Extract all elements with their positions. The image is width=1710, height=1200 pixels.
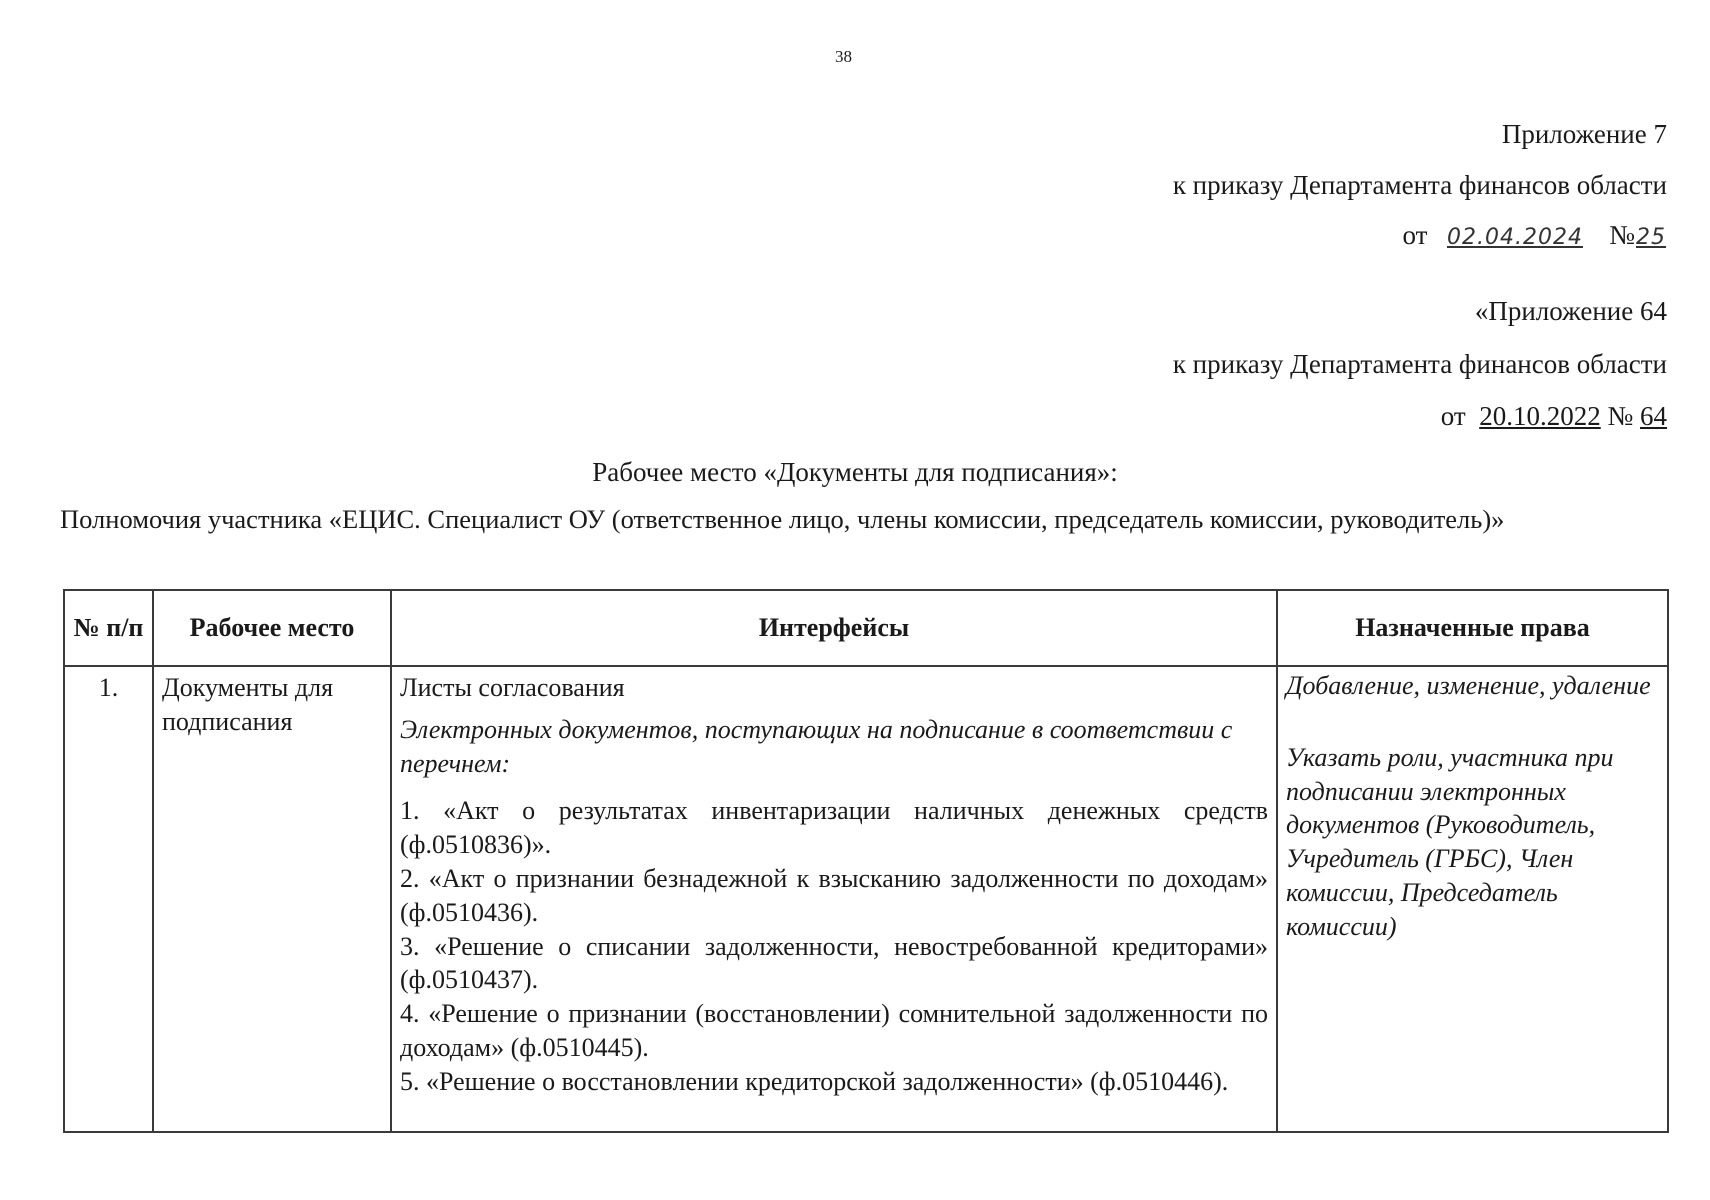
list-item: 3. «Решение о списании задолженности, невостребованной кредиторами» (ф.0510437). — [400, 931, 1268, 995]
original-date-prefix: от — [1440, 401, 1466, 431]
row-rights — [1277, 666, 1668, 1132]
header-num: № п/п — [64, 590, 153, 666]
row-place: Документы для подписания — [153, 666, 391, 1132]
header-place: Рабочее место — [153, 590, 391, 666]
row-num: 1. — [64, 666, 153, 1132]
appendix-date-prefix: от — [1402, 220, 1428, 250]
appendix-date-handwritten: 02.04.2024 — [1447, 225, 1583, 250]
header-rights: Назначенные права — [1277, 590, 1668, 666]
original-appendix-order-reference: к приказу Департамента финансов области — [1172, 349, 1667, 379]
table-row — [64, 666, 1668, 1132]
original-appendix-date-line — [1441, 399, 1667, 434]
appendix-date-line — [1403, 218, 1667, 253]
list-item: 2. «Акт о признании безнадежной к взысканию задолженности по доходам» (ф.0510436). — [400, 863, 1268, 927]
appendix-order-reference: к приказу Департамента финансов области — [1172, 170, 1667, 200]
list-item: 1. «Акт о результатах инвентаризации наличных денежных средств (ф.0510836)». — [400, 796, 1268, 860]
rights-assigned: Добавление, изменение, удаление — [1286, 671, 1651, 700]
original-appendix-title: «Приложение 64 — [1474, 296, 1667, 326]
header-interfaces: Интерфейсы — [391, 590, 1277, 666]
original-number-prefix: № — [1607, 401, 1634, 431]
appendix-number-handwritten: 25 — [1636, 225, 1666, 250]
interfaces-title: Листы согласования — [400, 673, 625, 702]
permissions-table — [63, 589, 1669, 1133]
table-header-row — [64, 590, 1668, 666]
rights-roles-note: Указать роли, участника при подписании электронных документов (Руководитель, Учредитель (ГРБС), Член комиссии, Председатель комиссии) — [1286, 742, 1614, 941]
document-title: Рабочее место «Документы для подписания»: — [592, 457, 1118, 487]
appendix-title: Приложение 7 — [1501, 119, 1667, 149]
page-number: 38 — [835, 47, 852, 66]
appendix-number-prefix: № — [1609, 220, 1635, 250]
interfaces-note: Электронных документов, поступающих на подписание в соответствии с перечнем: — [400, 714, 1233, 778]
list-item: 5. «Решение о восстановлении кредиторской задолженности» (ф.0510446). — [400, 1066, 1229, 1096]
list-item: 4. «Решение о признании (восстановлении) сомнительной задолженности по доходам» (ф.0510445). — [400, 999, 1268, 1062]
interfaces-list — [400, 794, 1268, 1098]
original-number: 64 — [1640, 401, 1667, 431]
row-interfaces — [391, 666, 1277, 1132]
original-date: 20.10.2022 — [1479, 401, 1601, 431]
document-subtitle: Полномочия участника «ЕЦИС. Специалист ОУ (ответственное лицо, члены комиссии, председатель комиссии, руководитель)» — [60, 504, 1505, 534]
